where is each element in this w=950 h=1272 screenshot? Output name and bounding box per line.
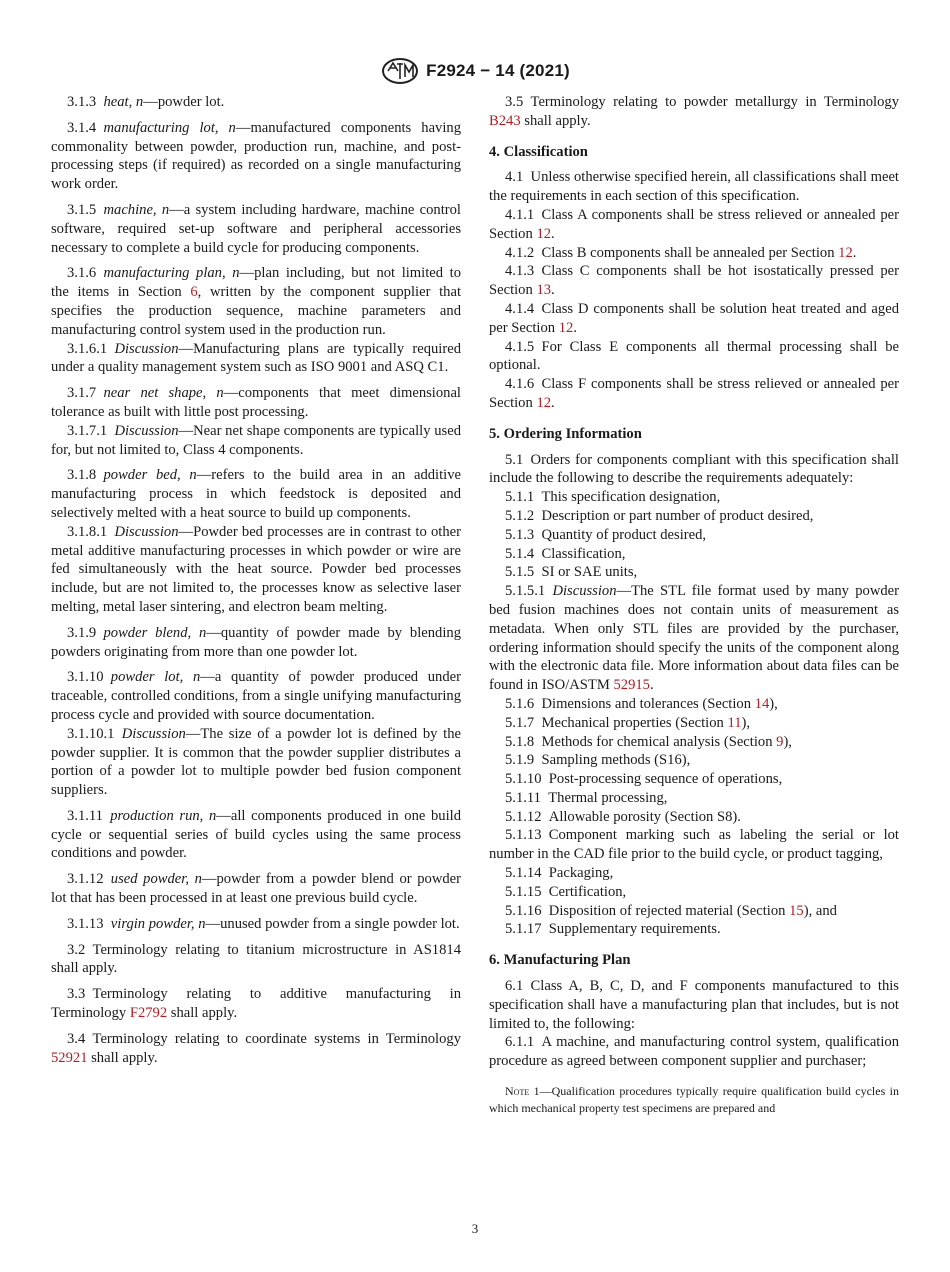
paragraph-3-1-8-1: 3.1.8.1 Discussion—Powder bed processes are in contrast to other metal additive manufacturing processes in which powder or wire are fed simultaneously with the heat source. Powder bed processes include, but are not limited to, the processes know as selective laser melting, metal laser sintering, and electron beam melting. [51,523,461,615]
paragraph-3-1-7: 3.1.7 near net shape, n—components that meet dimensional tolerance as built with little post processing. [51,385,461,420]
paragraph-5-1-10: 5.1.10 Post-processing sequence of operations, [505,771,783,788]
right-column [489,93,899,1117]
paragraph-5-1-2: 5.1.2 Description or part number of product desired, [505,507,814,524]
52915-link[interactable]: 52915 [613,677,650,694]
paragraph-5-1-17: 5.1.17 Supplementary requirements. [505,921,721,938]
paragraph-4-1: 4.1 Unless otherwise specified herein, all classifications shall meet the requirements in each section of this specification. [489,169,899,205]
astm-logo-icon [380,57,420,85]
section-4-heading: 4. Classification [489,143,588,160]
f2792-link[interactable]: F2792 [129,1005,168,1022]
paragraph-5-1-8: 5.1.8 Methods for chemical analysis (Section 9), [505,733,792,750]
paragraph-3-1-10: 3.1.10 powder lot, n—a quantity of powder produced under traceable, controlled conditions, from a single unifying manufacturing process cycle and provided with source documentation. [51,669,461,723]
paragraph-5-1-5-1: 5.1.5.1 Discussion—The STL file format used by many powder bed fusion machines does not contain units of measurement as metadata. When only STL files are provided by the purchaser, ordering information should specify the units of the component along with the electronic data file. More information about data files can be found in ISO/ASTM 52915. [489,583,899,694]
paragraph-4-1-5: 4.1.5 For Class E components all thermal processing shall be optional. [489,338,899,374]
paragraph-5-1-16: 5.1.16 Disposition of rejected material (Section 15), and [505,902,837,919]
paragraph-4-1-3: 4.1.3 Class C components shall be hot isostatically pressed per Section 13. [489,263,899,299]
paragraph-5-1-12: 5.1.12 Allowable porosity (Section S8). [505,808,741,825]
paragraph-5-1-7: 5.1.7 Mechanical properties (Section 11), [505,714,751,731]
paragraph-6-1: 6.1 Class A, B, C, D, and F components manufactured to this specification shall have a manufacturing plan that includes, but is not limited to, the following: [489,978,899,1032]
page-header [0,56,950,86]
paragraph-4-1-2: 4.1.2 Class B components shall be annealed per Section 12. [505,244,857,261]
paragraph-3-1-6: 3.1.6 manufacturing plan, n—plan including, but not limited to the items in Section 6, written by the component supplier that specifies the production sequence, machine parameters and manufacturing control system used in the production run. [51,265,462,338]
paragraph-5-1-4: 5.1.4 Classification, [505,545,626,562]
section-14-link[interactable]: 14 [754,695,770,712]
section-15-link[interactable]: 15 [789,902,804,919]
paragraph-3-1-9: 3.1.9 powder blend, n—quantity of powder made by blending powders originating from more than one powder lot. [51,624,461,660]
paragraph-5-1-1: 5.1.1 This specification designation, [505,489,721,506]
paragraph-3-4: 3.4 Terminology relating to coordinate systems in Terminology 52921 shall apply. [51,1030,461,1066]
paragraph-5-1-9: 5.1.9 Sampling methods (S16), [505,752,691,769]
section-12-link[interactable]: 12 [838,244,853,261]
paragraph-3-1-10-1: 3.1.10.1 Discussion—The size of a powder lot is defined by the powder supplier. It is common that the powder supplier distributes a portion of a powder lot to multiple powder bed fusion component suppliers. [51,725,461,799]
paragraph-5-1-14: 5.1.14 Packaging, [505,865,614,882]
paragraph-3-1-4: 3.1.4 manufacturing lot, n—manufactured components having commonality between powder, production run, machine, and post-processing steps (if required) as recorded on a single manufacturing work order. [51,119,461,193]
paragraph-3-1-3: 3.1.3 heat, n—powder lot. [67,94,225,110]
section-12-link[interactable]: 12 [536,225,552,242]
paragraph-3-3: 3.3 Terminology relating to additive manufacturing in Terminology F2792 shall apply. [51,986,461,1022]
b243-link[interactable]: B243 [489,112,521,129]
section-11-link[interactable]: 11 [727,714,742,731]
paragraph-4-1-4: 4.1.4 Class D components shall be solution heat treated and aged per Section 12. [489,300,899,336]
section-13-link[interactable]: 13 [536,282,552,299]
paragraph-5-1: 5.1 Orders for components compliant with this specification shall include the following to describe the requirements adequately: [489,451,899,487]
paragraph-3-1-5: 3.1.5 machine, n—a system including hardware, machine control software, required set-up software and peripheral accessories necessary to complete a build cycle for producing components. [51,201,461,256]
paragraph-4-1-6: 4.1.6 Class F components shall be stress relieved or annealed per Section 12. [489,376,899,411]
paragraph-3-1-11: 3.1.11 production run, n—all components produced in one build cycle or sequential series of build cycles using the same process conditions and powder. [51,807,461,862]
paragraph-3-1-13: 3.1.13 virgin powder, n—unused powder from a single powder lot. [67,915,460,932]
paragraph-4-1-1: 4.1.1 Class A components shall be stress relieved or annealed per Section 12. [489,206,899,242]
page-number: 3 [471,1221,479,1236]
section-6-link[interactable]: 6 [190,284,198,301]
paragraph-6-1-1: 6.1.1 A machine, and manufacturing control system, qualification procedure as agreed between component supplier and purchaser; [489,1034,899,1070]
standard-designation: F2924 − 14 (2021) [426,61,570,80]
paragraph-5-1-6: 5.1.6 Dimensions and tolerances (Section 14), [505,695,778,712]
52921-link[interactable]: 52921 [51,1049,88,1066]
paragraph-5-1-15: 5.1.15 Certification, [505,883,627,900]
paragraph-5-1-11: 5.1.11 Thermal processing, [505,789,668,806]
section-12-link[interactable]: 12 [558,319,574,336]
section-12-link[interactable]: 12 [536,394,552,411]
left-column [51,93,461,1074]
paragraph-3-1-7-1: 3.1.7.1 Discussion—Near net shape components are typically used for, but not limited to, Class 4 components. [51,422,461,458]
paragraph-3-5: 3.5 Terminology relating to powder metallurgy in Terminology B243 shall apply. [489,94,899,129]
paragraph-3-2: 3.2 Terminology relating to titanium microstructure in AS1814 shall apply. [51,941,461,977]
section-9-link[interactable]: 9 [776,733,784,750]
paragraph-5-1-3: 5.1.3 Quantity of product desired, [505,526,707,543]
paragraph-5-1-5: 5.1.5 SI or SAE units, [505,564,638,581]
section-5-heading: 5. Ordering Information [489,425,642,442]
paragraph-3-1-6-1: 3.1.6.1 Discussion—Manufacturing plans are typically required under a quality management system such as ISO 9001 and ASQ C1. [51,340,461,376]
paragraph-5-1-13: 5.1.13 Component marking such as labeling the serial or lot number in the CAD file prior to the build cycle, or product tagging, [489,827,899,863]
paragraph-3-1-8: 3.1.8 powder bed, n—refers to the build area in an additive manufacturing process in which feedstock is deposited and selectively melted with a heat source to build up components. [51,467,461,521]
paragraph-3-1-12: 3.1.12 used powder, n—powder from a powder blend or powder lot that has been processed in at least one previous build cycle. [51,871,461,907]
note-1: Note 1—Qualification procedures typically require qualification build cycles in which mechanical property test specimens are prepared and [489,1084,900,1116]
section-6-heading: 6. Manufacturing Plan [489,952,631,969]
